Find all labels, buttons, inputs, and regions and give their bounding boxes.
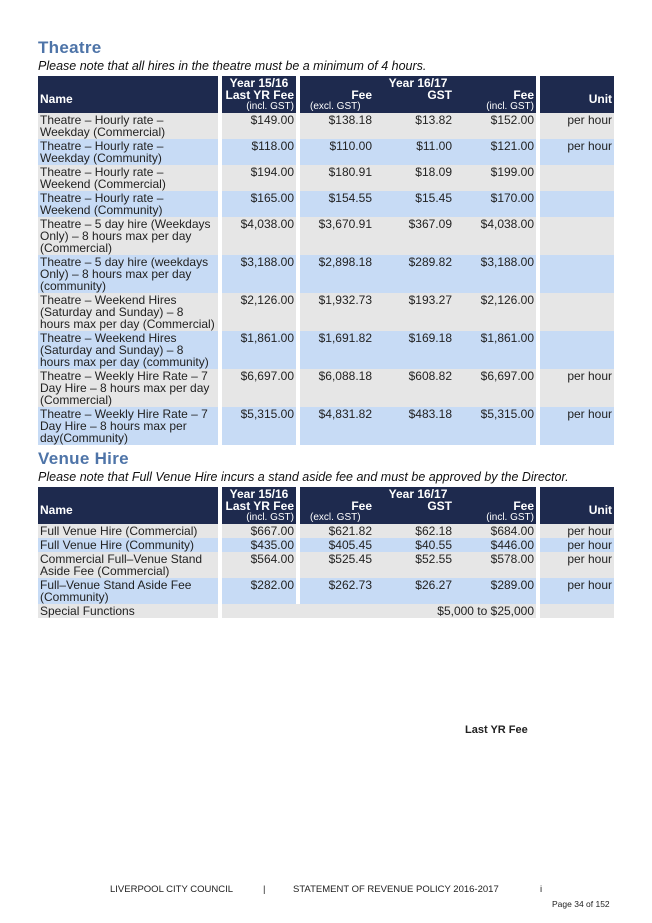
fee-name: Commercial Full–Venue Stand Aside Fee (Commercial) bbox=[38, 552, 218, 578]
last-yr-fee: $118.00 bbox=[222, 139, 296, 165]
gst-amount: $169.18 bbox=[374, 331, 454, 369]
venue-table-body bbox=[38, 524, 614, 618]
header-unit: Unit bbox=[540, 487, 614, 524]
table-row bbox=[38, 113, 614, 139]
table-row bbox=[38, 255, 614, 293]
header-unit: Unit bbox=[540, 76, 614, 113]
fee-incl-gst: $170.00 bbox=[454, 191, 536, 217]
gst-amount: $367.09 bbox=[374, 217, 454, 255]
unit bbox=[540, 165, 614, 191]
fee-incl-gst: $2,126.00 bbox=[454, 293, 536, 331]
table-row bbox=[38, 552, 614, 578]
unit bbox=[540, 191, 614, 217]
fee-excl-gst: $4,831.82 bbox=[300, 407, 374, 445]
fee-name: Theatre – Hourly rate – Weekend (Commercial) bbox=[38, 165, 218, 191]
fee-name: Special Functions bbox=[38, 604, 218, 618]
last-yr-fee: $1,861.00 bbox=[222, 331, 296, 369]
table-row bbox=[38, 407, 614, 445]
fee-name: Theatre – Weekend Hires (Saturday and Sunday) – 8 hours max per day (community) bbox=[38, 331, 218, 369]
last-yr-fee: $282.00 bbox=[222, 578, 296, 604]
footer-doc-title: STATEMENT OF REVENUE POLICY 2016-2017 bbox=[293, 884, 499, 895]
last-yr-fee: $6,697.00 bbox=[222, 369, 296, 407]
gst-amount: $62.18 bbox=[374, 524, 454, 538]
fee-incl-gst: $1,861.00 bbox=[454, 331, 536, 369]
unit bbox=[540, 293, 614, 331]
table-row bbox=[38, 293, 614, 331]
header-name: Name bbox=[38, 76, 218, 113]
fee-incl-gst: $6,697.00 bbox=[454, 369, 536, 407]
fee-excl-gst: $621.82 bbox=[300, 524, 374, 538]
theatre-table-body bbox=[38, 113, 614, 445]
fee-excl-gst: $2,898.18 bbox=[300, 255, 374, 293]
last-yr-fee: $435.00 bbox=[222, 538, 296, 552]
fee-name: Theatre – Hourly rate – Weekday (Community) bbox=[38, 139, 218, 165]
unit: per hour bbox=[540, 552, 614, 578]
unit: per hour bbox=[540, 524, 614, 538]
fee-excl-gst: $154.55 bbox=[300, 191, 374, 217]
table-row bbox=[38, 331, 614, 369]
gst-amount: $26.27 bbox=[374, 578, 454, 604]
last-yr-fee: $2,126.00 bbox=[222, 293, 296, 331]
unit: per hour bbox=[540, 139, 614, 165]
table-row bbox=[38, 369, 614, 407]
last-yr-fee: $667.00 bbox=[222, 524, 296, 538]
fee-name: Full Venue Hire (Community) bbox=[38, 538, 218, 552]
gst-amount: $40.55 bbox=[374, 538, 454, 552]
footer-org: LIVERPOOL CITY COUNCIL bbox=[110, 884, 234, 895]
fee-excl-gst: $110.00 bbox=[300, 139, 374, 165]
venue-table-header bbox=[38, 487, 614, 524]
venue-section-title: Venue Hire bbox=[38, 449, 129, 468]
fee-name: Theatre – Hourly rate – Weekend (Community) bbox=[38, 191, 218, 217]
header-year2: Year 16/17 Fee (excl. GST) GST Fee (incl. GST) bbox=[300, 487, 536, 524]
footer-separator: | bbox=[263, 884, 266, 895]
last-yr-fee: $564.00 bbox=[222, 552, 296, 578]
fee-name: Full Venue Hire (Commercial) bbox=[38, 524, 218, 538]
unit: per hour bbox=[540, 369, 614, 407]
fee-excl-gst: $138.18 bbox=[300, 113, 374, 139]
fee-excl-gst: $525.45 bbox=[300, 552, 374, 578]
unit bbox=[540, 217, 614, 255]
fee-incl-gst: $4,038.00 bbox=[454, 217, 536, 255]
last-yr-fee: $3,188.00 bbox=[222, 255, 296, 293]
fee-excl-gst: $405.45 bbox=[300, 538, 374, 552]
gst-amount: $483.18 bbox=[374, 407, 454, 445]
venue-fee-table bbox=[38, 487, 614, 618]
fee-incl-gst: $152.00 bbox=[454, 113, 536, 139]
unit bbox=[540, 255, 614, 293]
last-yr-fee-label: Last YR Fee bbox=[465, 724, 528, 736]
theatre-note: Please note that all hires in the theatre must be a minimum of 4 hours. bbox=[38, 59, 427, 73]
gst-amount: $52.55 bbox=[374, 552, 454, 578]
table-row-special-functions bbox=[38, 604, 614, 618]
last-yr-fee: $4,038.00 bbox=[222, 217, 296, 255]
fee-name: Theatre – Weekly Hire Rate – 7 Day Hire – 8 hours max per day(Community) bbox=[38, 407, 218, 445]
header-year1: Year 15/16 Last YR Fee (incl. GST) bbox=[222, 487, 296, 524]
fee-name: Theatre – Weekly Hire Rate – 7 Day Hire – 8 hours max per day (Commercial) bbox=[38, 369, 218, 407]
last-yr-fee: $165.00 bbox=[222, 191, 296, 217]
fee-name: Theatre – 5 day hire (weekdays Only) – 8 hours max per day (community) bbox=[38, 255, 218, 293]
gst-amount: $11.00 bbox=[374, 139, 454, 165]
fee-incl-gst: $578.00 bbox=[454, 552, 536, 578]
fee-name: Full–Venue Stand Aside Fee (Community) bbox=[38, 578, 218, 604]
fee-incl-gst: $5,315.00 bbox=[454, 407, 536, 445]
unit bbox=[540, 331, 614, 369]
fee-name: Theatre – Weekend Hires (Saturday and Sunday) – 8 hours max per day (Commercial) bbox=[38, 293, 218, 331]
footer-page-number: Page 34 of 152 bbox=[552, 899, 610, 909]
table-row bbox=[38, 524, 614, 538]
gst-amount: $193.27 bbox=[374, 293, 454, 331]
unit: per hour bbox=[540, 538, 614, 552]
fee-excl-gst: $6,088.18 bbox=[300, 369, 374, 407]
gst-amount: $289.82 bbox=[374, 255, 454, 293]
table-row bbox=[38, 139, 614, 165]
unit: per hour bbox=[540, 113, 614, 139]
fee-excl-gst: $1,932.73 bbox=[300, 293, 374, 331]
fee-excl-gst: $3,670.91 bbox=[300, 217, 374, 255]
fee-excl-gst: $180.91 bbox=[300, 165, 374, 191]
fee-incl-gst: $199.00 bbox=[454, 165, 536, 191]
table-row bbox=[38, 217, 614, 255]
fee-incl-gst: $446.00 bbox=[454, 538, 536, 552]
last-yr-fee: $194.00 bbox=[222, 165, 296, 191]
gst-amount: $13.82 bbox=[374, 113, 454, 139]
theatre-table-header bbox=[38, 76, 614, 113]
page-content bbox=[38, 0, 614, 618]
fee-range: $5,000 to $25,000 bbox=[222, 604, 536, 618]
fee-excl-gst: $262.73 bbox=[300, 578, 374, 604]
fee-name: Theatre – Hourly rate – Weekday (Commercial) bbox=[38, 113, 218, 139]
table-row bbox=[38, 191, 614, 217]
fee-name: Theatre – 5 day hire (Weekdays Only) – 8 hours max per day (Commercial) bbox=[38, 217, 218, 255]
fee-incl-gst: $121.00 bbox=[454, 139, 536, 165]
last-yr-fee: $5,315.00 bbox=[222, 407, 296, 445]
gst-amount: $608.82 bbox=[374, 369, 454, 407]
theatre-section-title: Theatre bbox=[38, 38, 102, 57]
unit: per hour bbox=[540, 407, 614, 445]
footer-separator-2: i bbox=[540, 884, 543, 895]
venue-note: Please note that Full Venue Hire incurs a stand aside fee and must be approved by the Director. bbox=[38, 470, 569, 484]
fee-excl-gst: $1,691.82 bbox=[300, 331, 374, 369]
fee-incl-gst: $3,188.00 bbox=[454, 255, 536, 293]
header-name: Name bbox=[38, 487, 218, 524]
gst-amount: $15.45 bbox=[374, 191, 454, 217]
theatre-fee-table bbox=[38, 76, 614, 445]
gst-amount: $18.09 bbox=[374, 165, 454, 191]
last-yr-fee: $149.00 bbox=[222, 113, 296, 139]
fee-incl-gst: $289.00 bbox=[454, 578, 536, 604]
table-row bbox=[38, 165, 614, 191]
header-year1: Year 15/16 Last YR Fee (incl. GST) bbox=[222, 76, 296, 113]
table-row bbox=[38, 578, 614, 604]
table-row bbox=[38, 538, 614, 552]
header-year2: Year 16/17 Fee (excl. GST) GST Fee (incl. GST) bbox=[300, 76, 536, 113]
unit: per hour bbox=[540, 578, 614, 604]
fee-incl-gst: $684.00 bbox=[454, 524, 536, 538]
